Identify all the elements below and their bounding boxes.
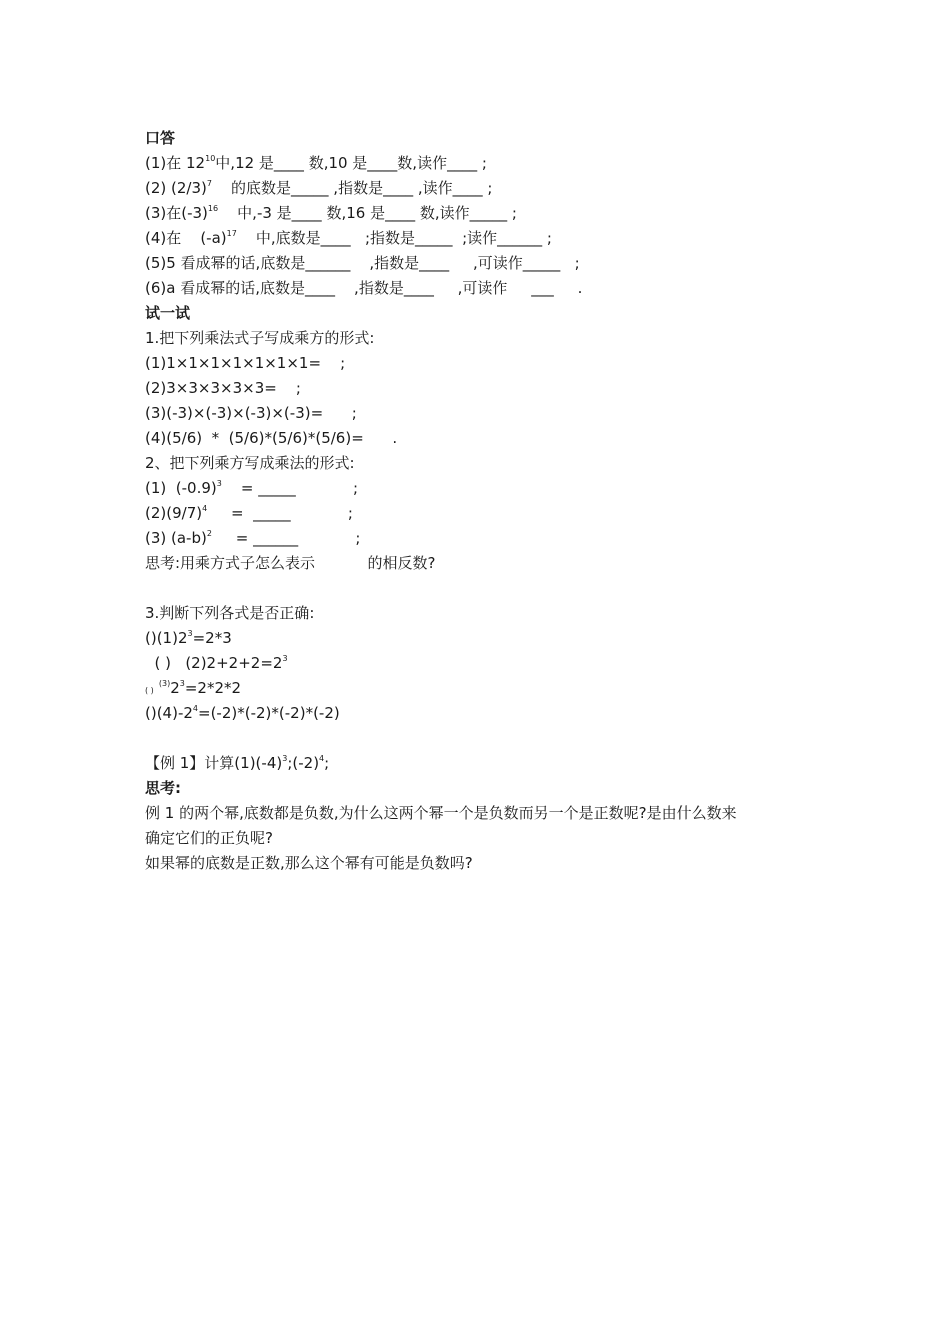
part-2-item: $(2)(9/7)^4$ = _____ ; bbox=[145, 504, 353, 522]
question-4: (4)在 $(-a)^{17}$ 中,底数是____ ;指数是_____ ;读作______ ; bbox=[145, 229, 552, 247]
part-1-item: (4)(5/6) * (5/6)*(5/6)*(5/6)= . bbox=[145, 429, 398, 447]
part-3-item: ( ) $(2)2+2+2=2^3$ bbox=[145, 654, 288, 672]
worksheet bbox=[145, 126, 825, 876]
section-title-koudaa: 口答 bbox=[145, 129, 176, 147]
think-title: 思考: bbox=[145, 779, 181, 797]
spacer bbox=[145, 576, 825, 601]
question-3: (3)在$(-3)^{16}$ 中,-3 是____ 数,16 是____ 数,读作_____ ; bbox=[145, 204, 517, 222]
part-3-item: $()(1)2^3=2*3$ bbox=[145, 629, 232, 647]
example-1: 【例 1】计算$(1)(-4)^3;(-2)^4$; bbox=[145, 754, 330, 772]
spacer bbox=[145, 726, 825, 751]
part-3-title: 3.判断下列各式是否正确: bbox=[145, 604, 315, 622]
think-paragraph-1-cont: 确定它们的正负呢? bbox=[145, 829, 273, 847]
question-6: (6)a 看成幂的话,底数是____ ,指数是____ ,可读作 ___ . bbox=[145, 279, 583, 297]
part-1-item: (2)3×3×3×3×3= ; bbox=[145, 379, 301, 397]
part-1-title: 1.把下列乘法式子写成乘方的形式: bbox=[145, 329, 375, 347]
think-question: 思考:用乘方式子怎么表示 的相反数? bbox=[145, 554, 436, 572]
part-3-item: ( ) $^{(3)}2^3=2*2*2$ bbox=[145, 679, 242, 697]
question-2: (2) $(2/3)^7$ 的底数是_____ ,指数是____ ,读作____ ; bbox=[145, 179, 493, 197]
question-1: (1)在 $12^{10}$中,12 是____ 数,10 是____数,读作____ ; bbox=[145, 154, 487, 172]
part-2-item: (1) $(-0.9)^3$ = _____ ; bbox=[145, 479, 359, 497]
part-1-item: (3)(-3)×(-3)×(-3)×(-3)= ; bbox=[145, 404, 357, 422]
part-2-title: 2、把下列乘方写成乘法的形式: bbox=[145, 454, 355, 472]
part-1-item: (1)1×1×1×1×1×1×1= ; bbox=[145, 354, 346, 372]
part-3-item: $()(4)-2^4=(-2)*(-2)*(-2)*(-2)$ bbox=[145, 704, 340, 722]
think-paragraph-2: 如果幂的底数是正数,那么这个幂有可能是负数吗? bbox=[145, 854, 473, 872]
part-2-item: (3) $(a-b)^2$ = ______ ; bbox=[145, 529, 361, 547]
question-5: (5)5 看成幂的话,底数是______ ,指数是____ ,可读作_____ ; bbox=[145, 254, 580, 272]
think-paragraph-1: 例 1 的两个幂,底数都是负数,为什么这两个幂一个是负数而另一个是正数呢?是由什么数来 bbox=[145, 804, 737, 822]
section-title-shiyishi: 试一试 bbox=[145, 304, 191, 322]
